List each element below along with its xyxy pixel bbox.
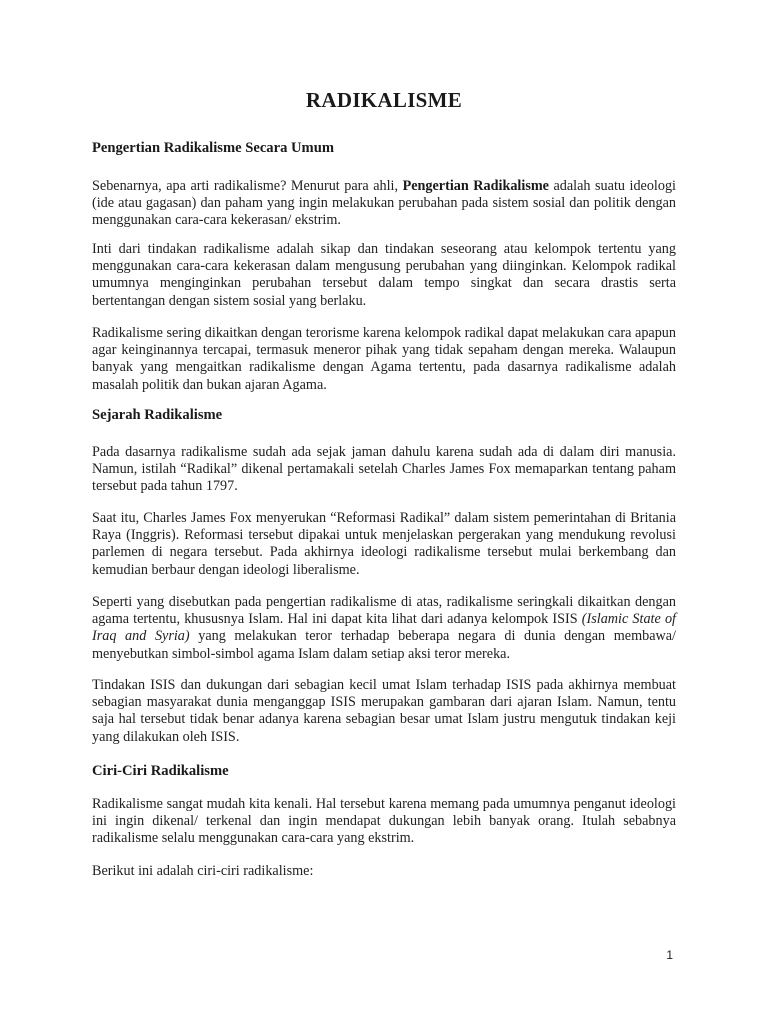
- paragraph-text: adalah suatu ideologi (ide atau gagasan) dan paham yang ingin melakukan perubahan pada sistem sosial dan politik dengan menggunakan cara-cara kekerasan/ ekstrim.: [92, 178, 677, 229]
- paragraph-text: yang melakukan teror terhadap beberapa negara di dunia dengan membawa/ menyebutkan simbol-simbol agama Islam dalam setiap aksi teror mereka.: [92, 628, 676, 662]
- section-heading-pengertian: Pengertian Radikalisme Secara Umum: [92, 140, 334, 156]
- document-title: RADIKALISME: [305, 88, 463, 112]
- paragraph: Radikalisme sangat mudah kita kenali. Hal tersebut karena memang pada umumnya penganut ideologi ini ingin dikenal/ terkenal dan ingin mendapat dukungan lebih banyak orang. Itulah sebabnya radikalisme selalu menggunakan cara-cara yang ekstrim.: [92, 796, 676, 847]
- section-heading-sejarah: Sejarah Radikalisme: [92, 407, 223, 423]
- bold-term: Pengertian Radikalisme: [402, 178, 549, 194]
- paragraph-text: Seperti yang disebutkan pada pengertian radikalisme di atas, radikalisme seringkali dikaitkan dengan agama tertentu, khususnya Islam. Hal ini dapat kita lihat dari adanya kelompok ISIS: [92, 594, 676, 628]
- italic-term: (Islamic State of Iraq and Syria): [92, 611, 676, 645]
- paragraph: Radikalisme sering dikaitkan dengan terorisme karena kelompok radikal dapat melakukan cara apapun agar keinginannya tercapai, termasuk meneror pihak yang tidak sepaham dengan mereka. Walaupun banyak yang mengaitkan radikalisme dengan Agama tertentu, pada dasarnya radikalisme adalah masalah politik dan bukan ajaran Agama.: [92, 325, 676, 393]
- paragraph: Inti dari tindakan radikalisme adalah sikap dan tindakan seseorang atau kelompok tertentu yang menggunakan cara-cara kekerasan dalam mengusung perubahan yang diinginkan. Kelompok radikal umumnya menginginkan perubahan tersebut dalam tempo singkat dan secara drastis serta bertentangan dengan sistem sosial yang berlaku.: [92, 241, 676, 309]
- paragraph-text: Sebenarnya, apa arti radikalisme? Menurut para ahli,: [92, 178, 403, 194]
- paragraph: Saat itu, Charles James Fox menyerukan “Reformasi Radikal” dalam sistem pemerintahan di Britania Raya (Inggris). Reformasi tersebut dipakai untuk menjelaskan pergerakan yang mendukung revolusi parlemen di negara tersebut. Pada akhirnya ideologi radikalisme tersebut mulai berkembang dan kemudian berbaur dengan ideologi liberalisme.: [92, 510, 676, 578]
- paragraph: [92, 594, 676, 663]
- page-number: 1: [666, 948, 673, 962]
- section-heading-ciri-ciri: Ciri-Ciri Radikalisme: [92, 763, 229, 779]
- paragraph: [92, 178, 676, 230]
- paragraph: Tindakan ISIS dan dukungan dari sebagian kecil umat Islam terhadap ISIS pada akhirnya membuat sebagian masyarakat dunia menganggap ISIS merupakan gambaran dari ajaran Islam. Namun, tentu saja hal tersebut tidak benar adanya karena sebagian besar umat Islam justru mengutuk tindakan keji yang dilakukan oleh ISIS.: [92, 677, 676, 745]
- paragraph: Pada dasarnya radikalisme sudah ada sejak jaman dahulu karena sudah ada di dalam diri manusia. Namun, istilah “Radikal” dikenal pertamakali setelah Charles James Fox memaparkan tentang paham tersebut pada tahun 1797.: [92, 444, 676, 495]
- paragraph: Berikut ini adalah ciri-ciri radikalisme:: [92, 863, 314, 879]
